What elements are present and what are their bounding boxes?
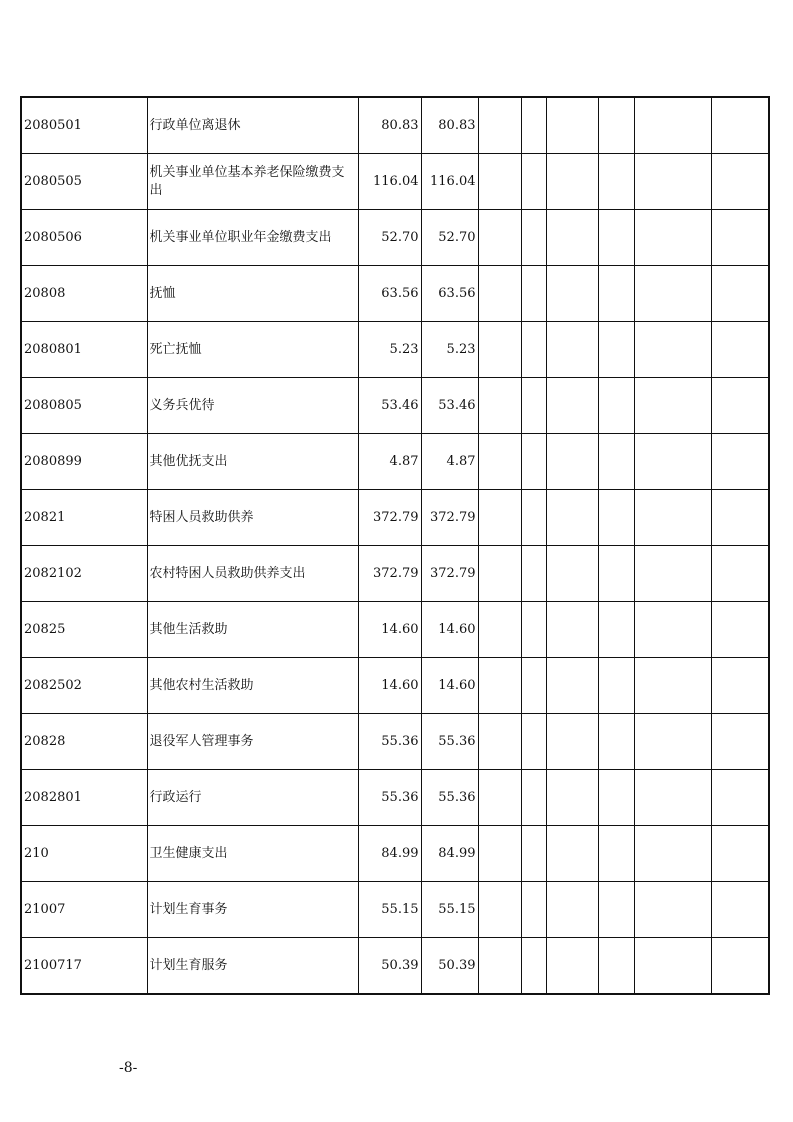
- subject-name-cell: 其他生活救助: [147, 602, 358, 658]
- subject-name-cell: 其他农村生活救助: [147, 658, 358, 714]
- empty-cell: [634, 882, 711, 938]
- empty-cell: [634, 658, 711, 714]
- basic-expenditure-cell: 80.83: [421, 97, 478, 154]
- empty-cell: [478, 826, 521, 882]
- empty-cell: [634, 770, 711, 826]
- basic-expenditure-cell: 55.15: [421, 882, 478, 938]
- empty-cell: [546, 378, 598, 434]
- empty-cell: [634, 97, 711, 154]
- empty-cell: [478, 770, 521, 826]
- empty-cell: [598, 882, 634, 938]
- total-amount-cell: 14.60: [358, 602, 421, 658]
- table-row: [21, 490, 769, 546]
- empty-cell: [598, 658, 634, 714]
- empty-cell: [546, 770, 598, 826]
- subject-name-cell: 计划生育事务: [147, 882, 358, 938]
- empty-cell: [521, 602, 546, 658]
- subject-name-cell: 计划生育服务: [147, 938, 358, 995]
- table-row: [21, 97, 769, 154]
- empty-cell: [478, 154, 521, 210]
- subject-code-cell: 210: [21, 826, 147, 882]
- subject-name-cell: 农村特困人员救助供养支出: [147, 546, 358, 602]
- empty-cell: [634, 210, 711, 266]
- subject-name-cell: 卫生健康支出: [147, 826, 358, 882]
- empty-cell: [546, 882, 598, 938]
- subject-code-cell: 2100717: [21, 938, 147, 995]
- empty-cell: [598, 378, 634, 434]
- empty-cell: [546, 938, 598, 995]
- empty-cell: [478, 378, 521, 434]
- total-amount-cell: 80.83: [358, 97, 421, 154]
- empty-cell: [478, 602, 521, 658]
- subject-code-cell: 21007: [21, 882, 147, 938]
- subject-code-cell: 2082102: [21, 546, 147, 602]
- empty-cell: [598, 770, 634, 826]
- total-amount-cell: 4.87: [358, 434, 421, 490]
- empty-cell: [634, 434, 711, 490]
- subject-code-cell: 20808: [21, 266, 147, 322]
- table-row: [21, 714, 769, 770]
- empty-cell: [711, 378, 769, 434]
- subject-code-cell: 2080505: [21, 154, 147, 210]
- empty-cell: [634, 154, 711, 210]
- empty-cell: [521, 434, 546, 490]
- subject-code-cell: 2080501: [21, 97, 147, 154]
- empty-cell: [634, 714, 711, 770]
- total-amount-cell: 55.36: [358, 714, 421, 770]
- table-row: [21, 882, 769, 938]
- empty-cell: [598, 602, 634, 658]
- empty-cell: [478, 266, 521, 322]
- empty-cell: [478, 938, 521, 995]
- empty-cell: [711, 546, 769, 602]
- total-amount-cell: 372.79: [358, 546, 421, 602]
- empty-cell: [546, 546, 598, 602]
- empty-cell: [521, 882, 546, 938]
- empty-cell: [521, 826, 546, 882]
- empty-cell: [521, 378, 546, 434]
- subject-name-cell: 抚恤: [147, 266, 358, 322]
- subject-code-cell: 20821: [21, 490, 147, 546]
- empty-cell: [711, 826, 769, 882]
- empty-cell: [478, 490, 521, 546]
- subject-name-cell: 行政单位离退休: [147, 97, 358, 154]
- empty-cell: [634, 266, 711, 322]
- empty-cell: [598, 434, 634, 490]
- empty-cell: [521, 658, 546, 714]
- table-row: [21, 210, 769, 266]
- empty-cell: [711, 770, 769, 826]
- empty-cell: [711, 266, 769, 322]
- empty-cell: [521, 210, 546, 266]
- empty-cell: [478, 546, 521, 602]
- empty-cell: [478, 658, 521, 714]
- subject-code-cell: 2080506: [21, 210, 147, 266]
- empty-cell: [546, 490, 598, 546]
- empty-cell: [478, 434, 521, 490]
- empty-cell: [634, 602, 711, 658]
- empty-cell: [711, 322, 769, 378]
- subject-name-cell: 义务兵优待: [147, 378, 358, 434]
- total-amount-cell: 5.23: [358, 322, 421, 378]
- empty-cell: [521, 322, 546, 378]
- empty-cell: [711, 154, 769, 210]
- empty-cell: [546, 210, 598, 266]
- basic-expenditure-cell: 14.60: [421, 658, 478, 714]
- basic-expenditure-cell: 116.04: [421, 154, 478, 210]
- empty-cell: [546, 154, 598, 210]
- empty-cell: [521, 266, 546, 322]
- empty-cell: [598, 938, 634, 995]
- page-number: -8-: [119, 1060, 138, 1076]
- basic-expenditure-cell: 50.39: [421, 938, 478, 995]
- empty-cell: [546, 658, 598, 714]
- empty-cell: [478, 882, 521, 938]
- subject-code-cell: 20828: [21, 714, 147, 770]
- total-amount-cell: 52.70: [358, 210, 421, 266]
- subject-code-cell: 2080801: [21, 322, 147, 378]
- subject-name-cell: 其他优抚支出: [147, 434, 358, 490]
- total-amount-cell: 63.56: [358, 266, 421, 322]
- empty-cell: [711, 210, 769, 266]
- empty-cell: [478, 714, 521, 770]
- basic-expenditure-cell: 4.87: [421, 434, 478, 490]
- table-row: [21, 602, 769, 658]
- empty-cell: [634, 546, 711, 602]
- budget-table: [20, 96, 770, 995]
- empty-cell: [598, 714, 634, 770]
- table-body: [21, 97, 769, 994]
- basic-expenditure-cell: 53.46: [421, 378, 478, 434]
- empty-cell: [711, 490, 769, 546]
- table-row: [21, 378, 769, 434]
- subject-code-cell: 2080899: [21, 434, 147, 490]
- empty-cell: [521, 154, 546, 210]
- empty-cell: [546, 322, 598, 378]
- basic-expenditure-cell: 55.36: [421, 770, 478, 826]
- basic-expenditure-cell: 372.79: [421, 490, 478, 546]
- empty-cell: [546, 714, 598, 770]
- table-row: [21, 770, 769, 826]
- total-amount-cell: 53.46: [358, 378, 421, 434]
- empty-cell: [711, 938, 769, 995]
- empty-cell: [546, 826, 598, 882]
- empty-cell: [521, 938, 546, 995]
- empty-cell: [711, 97, 769, 154]
- empty-cell: [598, 97, 634, 154]
- subject-name-cell: 行政运行: [147, 770, 358, 826]
- empty-cell: [711, 434, 769, 490]
- subject-name-cell: 机关事业单位基本养老保险缴费支出: [147, 154, 358, 210]
- empty-cell: [521, 770, 546, 826]
- empty-cell: [598, 210, 634, 266]
- table-row: [21, 154, 769, 210]
- basic-expenditure-cell: 84.99: [421, 826, 478, 882]
- basic-expenditure-cell: 63.56: [421, 266, 478, 322]
- total-amount-cell: 372.79: [358, 490, 421, 546]
- total-amount-cell: 116.04: [358, 154, 421, 210]
- subject-code-cell: 2082502: [21, 658, 147, 714]
- empty-cell: [711, 714, 769, 770]
- empty-cell: [478, 97, 521, 154]
- empty-cell: [598, 266, 634, 322]
- subject-code-cell: 2082801: [21, 770, 147, 826]
- empty-cell: [521, 490, 546, 546]
- empty-cell: [634, 490, 711, 546]
- table-row: [21, 826, 769, 882]
- empty-cell: [478, 210, 521, 266]
- empty-cell: [546, 602, 598, 658]
- basic-expenditure-cell: 5.23: [421, 322, 478, 378]
- empty-cell: [634, 938, 711, 995]
- empty-cell: [634, 826, 711, 882]
- basic-expenditure-cell: 372.79: [421, 546, 478, 602]
- total-amount-cell: 55.36: [358, 770, 421, 826]
- empty-cell: [598, 322, 634, 378]
- empty-cell: [521, 97, 546, 154]
- total-amount-cell: 50.39: [358, 938, 421, 995]
- empty-cell: [521, 714, 546, 770]
- subject-code-cell: 20825: [21, 602, 147, 658]
- empty-cell: [711, 882, 769, 938]
- empty-cell: [634, 322, 711, 378]
- subject-code-cell: 2080805: [21, 378, 147, 434]
- empty-cell: [634, 378, 711, 434]
- subject-name-cell: 退役军人管理事务: [147, 714, 358, 770]
- empty-cell: [478, 322, 521, 378]
- empty-cell: [598, 154, 634, 210]
- empty-cell: [711, 602, 769, 658]
- table-row: [21, 322, 769, 378]
- subject-name-cell: 死亡抚恤: [147, 322, 358, 378]
- table-row: [21, 938, 769, 995]
- empty-cell: [598, 490, 634, 546]
- basic-expenditure-cell: 55.36: [421, 714, 478, 770]
- table-row: [21, 546, 769, 602]
- empty-cell: [598, 826, 634, 882]
- empty-cell: [546, 266, 598, 322]
- basic-expenditure-cell: 14.60: [421, 602, 478, 658]
- basic-expenditure-cell: 52.70: [421, 210, 478, 266]
- subject-name-cell: 机关事业单位职业年金缴费支出: [147, 210, 358, 266]
- table-row: [21, 434, 769, 490]
- total-amount-cell: 55.15: [358, 882, 421, 938]
- table-row: [21, 266, 769, 322]
- total-amount-cell: 84.99: [358, 826, 421, 882]
- empty-cell: [546, 434, 598, 490]
- subject-name-cell: 特困人员救助供养: [147, 490, 358, 546]
- table-row: [21, 658, 769, 714]
- empty-cell: [521, 546, 546, 602]
- empty-cell: [711, 658, 769, 714]
- empty-cell: [598, 546, 634, 602]
- empty-cell: [546, 97, 598, 154]
- total-amount-cell: 14.60: [358, 658, 421, 714]
